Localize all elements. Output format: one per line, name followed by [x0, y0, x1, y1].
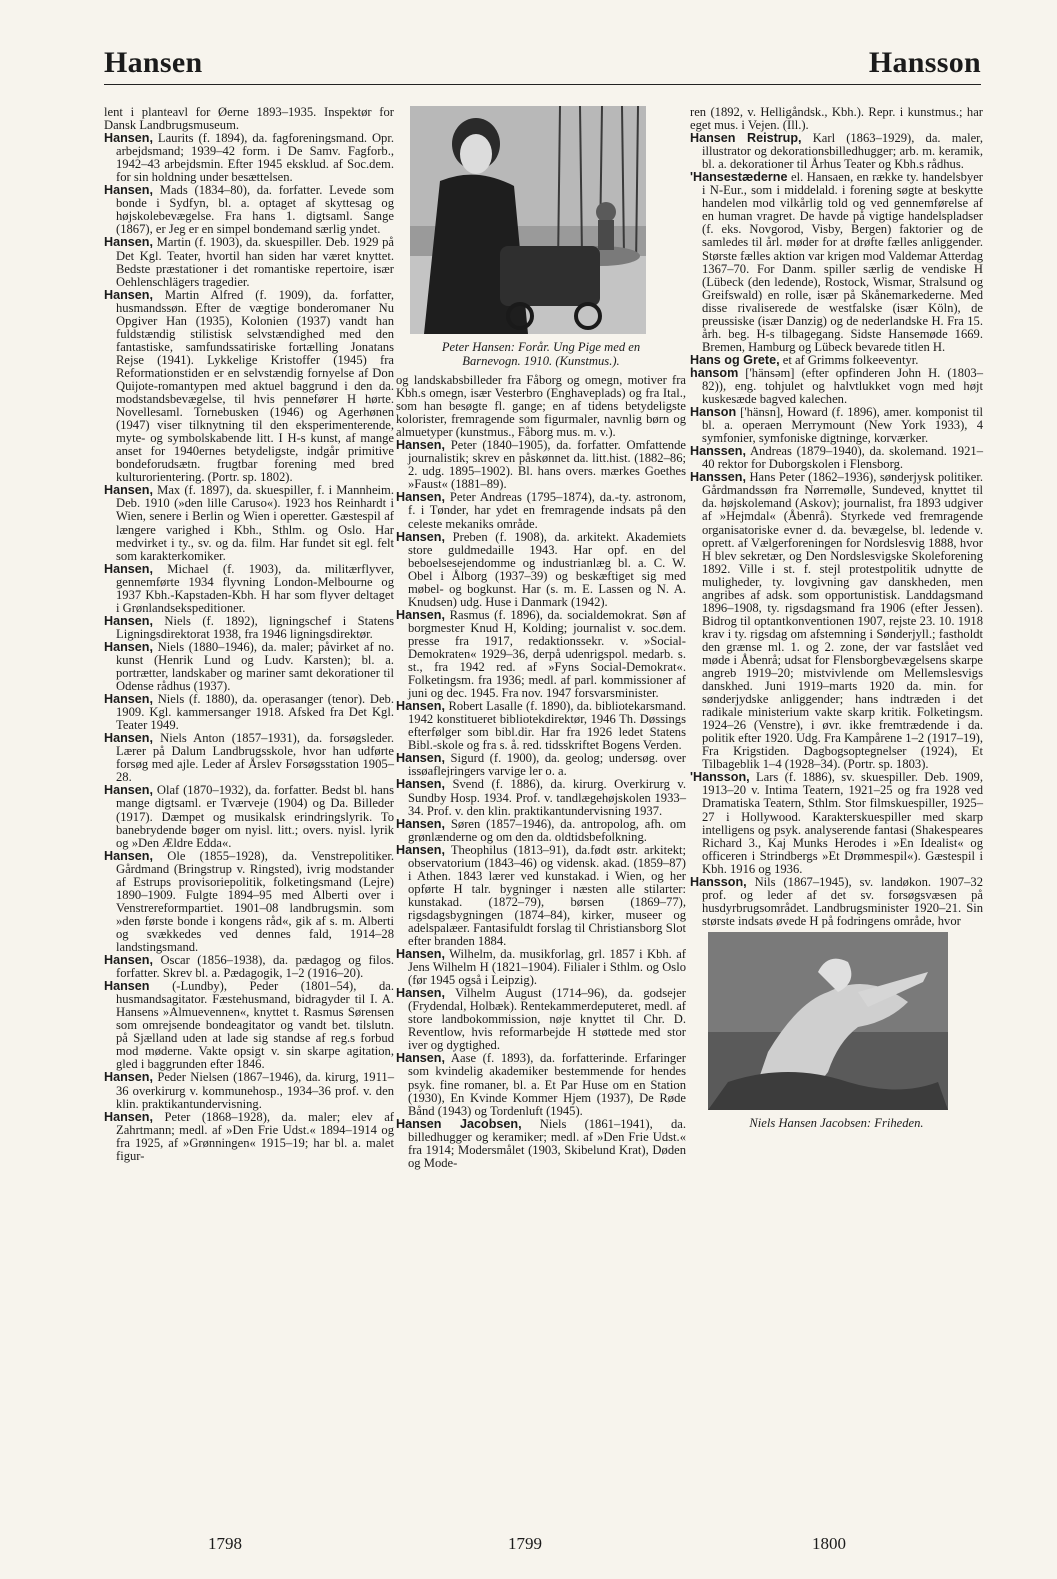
entry-text: (-Lundby), Peder (1801–54), da. husmandsagitator. Fæstehusmand, bidragyder til I. A. Hansens »Almuevennen«, knyttet t. Rasmus Sørensen som omrejsende bondeagitator og vandt bet. tilslutn. på Sjælland uden at lade sig standse af reg.s forbud mod møderne. Vakte opsigt v. sin skarpe agitation, gled i baggrunden efter 1846.: [116, 979, 394, 1072]
column-number-3: 1800: [812, 1534, 846, 1553]
entry-headword: 'Hansson,: [690, 770, 750, 785]
caption-line-1: Peter Hansen: Forår. Ung Pige med en: [441, 340, 641, 354]
dictionary-entry: [104, 106, 394, 132]
entry-headword: Hansen Reistrup,: [690, 131, 802, 146]
entry-headword: Hansen,: [104, 848, 153, 863]
entry-text: Laurits (f. 1894), da. fagforeningsmand. Opr. arbejdsmand; 1939–42 form. i De Samv. Fagforb., 1942–43 arbejdsmin. Efter 1945 eksklud. af Soc.dem. for sin holdning under besættelsen.: [116, 131, 394, 185]
entry-headword: Hansen,: [104, 639, 153, 654]
entry-headword: 'Hansestæderne: [690, 170, 788, 185]
entry-text: Lars (f. 1886), sv. skuespiller. Deb. 1909, 1913–20 v. Intima Teatern, 1921–25 og fra 1928 ved Dramatiska Teatern, Sthlm. Stor filmskuespiller, 1925–27 i Hollywood. Karakterskuespiller med skarp intelligens og psyk. analyserende fantasi (Shakespeares Richard 3., Kaj Munks Herodes i »En Idealist« og officeren i Strindbergs »Et Drømmespil«). Gæstespil i Kbh. 1916 og 1936.: [702, 770, 983, 876]
entry-headword: Hanssen,: [690, 470, 746, 485]
dictionary-entry: [104, 641, 394, 693]
dictionary-entry: [396, 948, 686, 987]
column-1800-entries: [690, 106, 983, 928]
entry-headword: Hansen,: [396, 947, 445, 962]
figure-peter-hansen: [396, 106, 686, 368]
entry-text: og landskabsbilleder fra Fåborg og omegn, motiver fra Kbh.s omegn, især Vesterbro (Enghaveplads) og fra Ital., som han besøgte fl. gange; en af tidens betydeligste kolorister, fremragende som figurmaler, navnlig børn og almuetyper (kunstmus., Fåborg mus. m. v.).: [396, 373, 686, 440]
dictionary-entry: [396, 374, 686, 439]
dictionary-entry: [396, 1118, 686, 1170]
entry-headword: Hansen,: [396, 842, 445, 857]
entry-text: ['hänsəm] (efter opfinderen John H. (1803–82)), eng. tohjulet og halvtlukket vogn med højt kuskesæde bagved kalechen.: [702, 365, 983, 407]
entry-headword: Hansen,: [104, 1070, 153, 1085]
entry-text: Niels (f. 1880), da. operasanger (tenor). Deb. 1909. Kgl. kammersanger 1918. Afsked fra Det Kgl. Teater 1949.: [116, 692, 394, 733]
dictionary-entry: [690, 445, 983, 471]
dictionary-entry: [104, 289, 394, 485]
dictionary-entry: [104, 693, 394, 732]
entry-headword: Hansen,: [396, 529, 445, 544]
dictionary-entry: [104, 184, 394, 236]
column-1800: [690, 106, 983, 1136]
entry-text: Nils (1867–1945), sv. landøkon. 1907–32 prof. og leder af det sv. forsøgsvæsen på husdyrbrugsområdet. Landbrugsminister 1920–21. Sin største indsats øvede H på fodringens område, hvor: [702, 874, 983, 928]
figure-caption-2: Niels Hansen Jacobsen: Friheden.: [749, 1115, 924, 1130]
entry-headword: Hansen,: [104, 483, 153, 498]
entry-text: Martin Alfred (f. 1909), da. forfatter, husmandssøn. Efter de vægtige bonderomaner Nu Opgiver Han (1935), Kolonien (1937) vandt han fuldstændig stilistisk selvstændighed med den fantastiske, samfundssatiriske fortælling Jonatans Rejse (1941). Lykkelige Kristoffer (1945) fra Reformationstiden er en selvstændig fornyelse af Don Quijote-romantypen med aktuel baggrund i den da. modstandsbevægelse, til hvis pennefører H hørte. Novellesaml. Tornebusken (1946) og Agerhønen (1947) viser tilknytning til den eksperimenterende, myte- og symbolskabende litt. I H-s kunst, af mange anset for 1940ernes betydeligste, indgår primitive bondeforudsætn. frugtbar forening med bred kulturorientering. (Portr. sp. 1802).: [116, 287, 394, 485]
painting-image: [410, 106, 646, 334]
entry-text: Andreas (1879–1940), da. skolemand. 1921–40 rektor for Duborgskolen i Flensborg.: [702, 444, 983, 472]
dictionary-entry: [396, 752, 686, 778]
entry-text: lent i planteavl for Øerne 1893–1935. Inspektør for Dansk Landbrugsmuseum.: [104, 105, 394, 133]
entry-text: Peder Nielsen (1867–1946), da. kirurg, 1911–36 overkirurg v. kommunehosp., 1934–36 prof. v. den klin. praktikantundervisning.: [116, 1070, 394, 1111]
dictionary-entry: [396, 700, 686, 752]
entry-text: Svend (f. 1886), da. kirurg. Overkirurg v. Sundby Hosp. 1934. Prof. v. tandlægehøjskolen 1933–34. Prof. v. den klin. praktikantundervisning 1937.: [408, 777, 686, 818]
figure-niels-hansen-jacobsen: [690, 932, 983, 1130]
entry-headword: Hansen,: [396, 699, 445, 714]
dictionary-entry: [396, 1052, 686, 1117]
entry-text: Niels (1880–1946), da. maler; påvirket af no. kunst (Henrik Lund og Ludv. Karsten); bl. a. portrætter, landskaber og mariner samt dekorationer til Odense rådhus (1937).: [116, 639, 394, 694]
dictionary-entry: [690, 406, 983, 445]
entry-headword: Hansen,: [104, 287, 153, 302]
entry-text: Theophilus (1813–91), da.født østr. arkitekt; observatorium (1843–46) og vidensk. akad. (1859–87) i Athen. 1843 lærer ved kunstakad. i Wien, og her opførte H talr. bygninger i næsten alle stilarter: kunstakad. (1872–79), børsen (1869–77), rigsdagsbygningen (1874–84), kirker, museer og adelspalæer. Fantasifuldt forslag til Christiansborg Slot efter branden 1884.: [408, 842, 686, 949]
dictionary-entry: [690, 876, 983, 928]
entry-text: et af Grimms folkeeventyr.: [779, 352, 919, 367]
dictionary-entry: [396, 609, 686, 700]
sculpture-illustration: [708, 932, 948, 1110]
dictionary-entry: [104, 732, 394, 784]
entry-text: Mads (1834–80), da. forfatter. Levede som bonde i Sydfyn, bl. a. optaget af skyttesag og højskolebevægelse. Fra hans 1. digtsaml. Sange (1867), er Jeg er en simpel bondemand særlig yndet.: [116, 183, 394, 237]
entry-headword: Hansen,: [396, 816, 445, 831]
dictionary-entry: [104, 980, 394, 1071]
running-head-left: Hansen: [104, 46, 203, 79]
sculpture-image: [708, 932, 948, 1110]
dictionary-entry: [104, 132, 394, 184]
entry-headword: Hansen,: [104, 235, 153, 250]
entry-headword: Hansen,: [104, 692, 153, 707]
column-1799: [396, 106, 686, 1170]
entry-headword: Hansen,: [104, 561, 153, 576]
dictionary-entry: [690, 106, 983, 132]
entry-headword: Hansen Jacobsen,: [396, 1116, 522, 1131]
entry-text: Niels Anton (1857–1931), da. forsøgsleder. Lærer på Dalum Landbrugsskole, hvor han udførte forsøg med ajle. Leder af Årslev Forsøgsstation 1905–28.: [116, 731, 394, 785]
column-1798: [104, 106, 394, 1163]
column-number-2: 1799: [508, 1534, 542, 1553]
dictionary-entry: [104, 563, 394, 615]
dictionary-entry: [690, 171, 983, 354]
entry-headword: Hansen,: [396, 1051, 445, 1066]
dictionary-entry: [104, 615, 394, 641]
header-rule: [104, 84, 981, 85]
entry-headword: Hansson,: [690, 874, 747, 889]
entry-headword: Hansen,: [396, 751, 445, 766]
dictionary-entry: [396, 987, 686, 1052]
entry-text: Niels (f. 1892), ligningschef i Statens Ligningsdirektorat 1938, fra 1946 ligningsdirektør.: [116, 613, 394, 641]
caption-line-2: Barnevogn. 1910. (Kunstmus.).: [462, 354, 620, 368]
entry-text: Søren (1857–1946), da. antropolog, afh. om grønlænderne og om den da. oldtidsbefolkning.: [408, 816, 686, 844]
entry-headword: Hansen: [104, 979, 150, 994]
entry-text: ren (1892, v. Helligåndsk., Kbh.). Repr. i kunstmus.; har eget mus. i Vejen. (Ill.).: [690, 105, 983, 133]
entry-headword: Hansen,: [396, 986, 445, 1001]
dictionary-entry: [104, 784, 394, 849]
dictionary-entry: [690, 771, 983, 875]
entry-headword: Hansen,: [104, 613, 153, 628]
entry-headword: Hansen,: [396, 490, 445, 505]
entry-text: Peter (1840–1905), da. forfatter. Omfattende journalistik; skrev en påskønnet da. litt.hist. (1882–86; 2. udg. 1895–1902). Bl. hans overs. mærkes Goethes »Faust« (1881–89).: [408, 438, 686, 492]
dictionary-entry: [104, 1071, 394, 1110]
entry-text: Ole (1855–1928), da. Venstrepolitiker. Gårdmand (Bringstrup v. Ringsted), ivrig modstander af Estrups provisoriepolitik, folketingsmand (Lejre) 1890–1909. Fulgte 1894–95 med Alberti over i Venstrereformpartiet. 1901–08 landbrugsmin. som »den første bonde i kongens råd«, gik af s. m. Alberti og svækkedes ved dennes fald, 1914–28 landstingsmand.: [116, 848, 394, 954]
entry-text: Oscar (1856–1938), da. pædagog og filos. forfatter. Skrev bl. a. Pædagogik, 1–2 (1916–20).: [116, 953, 394, 981]
entry-headword: Hansen,: [396, 607, 445, 622]
running-head-right: Hansson: [868, 46, 981, 79]
dictionary-entry: [396, 778, 686, 817]
entry-headword: Hansen,: [104, 1109, 153, 1124]
entry-text: el. Hansaen, en række ty. handelsbyer i N-Eur., som i middelald. i forening søgte at beskytte handelen mod vilkårlig told og ved gennemførelse af en human vragret. De havde på vigtige handelspladser (f. eks. Novgorod, Visby, Bergen) faktorier og de samledes til årl. møder for at drøfte fælles anliggender. Største fælles aktion var krigen mod Valdemar Atterdag 1367–70. For Danm. spiller særlig de vendiske H (Lübeck (den ledende), Rostock, Wismar, Stralsund og Greifswald) en rolle, især på Skånemarkederne. Med disse rivaliserede de westfalske (især Köln), de preussiske (især Danzig) og de nederlandske H. Fra 15. årh. beg. H-s tilbagegang. Sidste Hansemøde 1669. Bremen, Hamburg og Lübeck bevarede titlen H.: [702, 170, 983, 354]
entry-text: Michael (f. 1903), da. militærflyver, gennemførte 1934 flyvning London-Melbourne og 1937 Kbh.-Kapstaden-Kbh. H har som flyver deltaget i Grønlandsekspeditioner.: [116, 561, 394, 615]
dictionary-entry: [396, 531, 686, 609]
entry-text: Sigurd (f. 1900), da. geolog; undersøg. over issøaflejringers varvige ler o. a.: [408, 751, 686, 779]
column-1799-entries: [396, 374, 686, 1170]
entry-text: Olaf (1870–1932), da. forfatter. Bedst bl. hans mange digtsaml. er Tværveje (1904) og Da. Billeder (1917). Dæmpet og musikalsk erindringslyrik. To banebrydende bøger om nyisl. litt.; overs. nyisl. lyrik og »Den Ældre Edda«.: [116, 783, 394, 850]
entry-text: Hans Peter (1862–1936), sønderjysk politiker. Gårdmandssøn fra Nørremølle, Sundeved, knyttet til da. højskolemand (Askov); journalist, fra 1893 udgiver af »Hejmdal« (Åbenrå). Styrkede ved fremragende organisatoriske evner d. da. bevægelse, bl. ledende v. oprett. af Vælgerforeningen for Nordslesvig 1888, hvor H blev sekretær, og Den Nordslesvigske Skoleforening 1892. Ville i st. f. stejl protestpolitik udnytte de muligheder, ty. lovgivning gav danskheden, men angribes af adsk. som opportunistisk. Landdagsmand 1896–1908, ty. rigsdagsmand fra 1906 (efter Jessen). Bidrog til optantkonventionen 1907, rejste 23. 10. 1918 krav i ty. rigsdag om afstemning i Sønderjyll.; fastholdt den grænse ml. 1. og 2. zone, der var fastslået ved møde i Åbenrå; udsat for Flensborgbevægelsens skarpe angreb 1919–20; mistvivlende om Mellemslesvigs danskhed. Juni 1919–marts 1920 da. min. for sønderjydske anliggender; hans indtræden i det radikale ministerium vakte skarp kritik. Folketingsm. 1924–26 (Venstre), i øvr. ikke fremtrædende i da. politik efter 1920. Udg. Fra Kampårene 1–2 (1917–19), Fra Krigstiden. Dagbogsoptegnelser (1924), Et Tilbageblik 1–4 (1928–34). (Portr. sp. 1803).: [702, 470, 983, 772]
dictionary-entry: [690, 367, 983, 406]
entry-text: Niels (1861–1941), da. billedhugger og keramiker; medl. af »Den Frie Udst.« fra 1914; Modersmålet (1903, Skibelund Krat), Døden og Mode-: [408, 1116, 686, 1170]
entry-headword: Hansen,: [104, 183, 153, 198]
entry-headword: Hansen,: [104, 731, 153, 746]
figure-caption-1: [396, 340, 686, 368]
entry-text: Peter (1868–1928), da. maler; elev af Zahrtmann; medl. af »Den Frie Udst.« 1894–1914 og fra 1925, af »Grønningen« 1915–19; har bl. a. malet figur-: [116, 1109, 394, 1163]
dictionary-entry: [104, 850, 394, 954]
dictionary-entry: [690, 132, 983, 171]
entry-headword: Hanssen,: [690, 444, 746, 459]
entry-text: Robert Lasalle (f. 1890), da. bibliotekarsmand. 1942 konstitueret bibliotekdirektør, 1946 Th. Døssings efterfølger som bibl.dir. Har fra 1926 ledet Statens Bibl.-skole og fra s. å. red. tidsskriftet Bogens Verden.: [408, 699, 686, 753]
entry-headword: hansom: [690, 365, 739, 380]
entry-text: Max (f. 1897), da. skuespiller, f. i Mannheim. Deb. 1910 (»den lille Caruso«). 1923 hos Reinhardt i Wien, senere i Berlin og Wien i operetter. Gæstespil af længere varighed i Kbh., Sthlm. og Oslo. Har medvirket i ty., sv. og da. film. Har fundet sit egl. felt som karakterkomiker.: [116, 483, 394, 563]
entry-text: Martin (f. 1903), da. skuespiller. Deb. 1929 på Det Kgl. Teater, hvortil han siden har været knyttet. Bedste præstationer i det romantiske repertoire, især Oehlenschlägers tragedier.: [116, 235, 394, 289]
entry-text: Preben (f. 1908), da. arkitekt. Akademiets store guldmedaille 1943. Har opf. en del beboelsesejendomme og industrianlæg bl. a. C. W. Obel i Ålborg (1937–39) og beskæftiget sig med møbel- og bogkunst. Har (s. m. E. Lassen og N. A. Knudsen) udg. Huse i Danmark (1942).: [408, 529, 686, 609]
dictionary-entry: [690, 471, 983, 771]
entry-headword: Hanson: [690, 405, 737, 420]
dictionary-entry: [104, 954, 394, 980]
dictionary-entry: [104, 1111, 394, 1163]
entry-headword: Hansen,: [104, 953, 153, 968]
dictionary-entry: [104, 484, 394, 562]
dictionary-entry: [396, 844, 686, 948]
dictionary-entry: [396, 491, 686, 530]
entry-text: Karl (1863–1929), da. maler, illustrator og dekorationsbilledhugger; arb. m. keramik, bl. a. dekorationer til Århus Teater og Kbh.s rådhus.: [702, 131, 984, 172]
entry-headword: Hans og Grete,: [690, 352, 780, 367]
entry-text: Aase (f. 1893), da. forfatterinde. Erfaringer som kvindelig akademiker bestemmende for hendes psyk. fine romaner, bl. a. Et Par Huse om en Station (1930), En Kvinde Kommer Hjem (1937), De Røde Bånd (1943) og Tordenluft (1945).: [408, 1051, 686, 1118]
painting-illustration: [410, 106, 646, 334]
entry-text: Rasmus (f. 1896), da. socialdemokrat. Søn af borgmester Knud H, Kolding; journalist v. soc.dem. presse fra 1917, redaktionssekr. v. »Social-Demokraten« 1929–36, derpå udenrigspol. medarb. s. st., fra 1942 red. af »Fyns Social-Demokrat«. Folketingsm. fra 1936; medl. af parl. kommissioner af juni og dec. 1945. Fra nov. 1947 forsvarsminister.: [408, 607, 686, 701]
entry-text: ['hänsn], Howard (f. 1896), amer. komponist til bl. a. operaen Merrymount (New York 1933), 4 symfonier, symfoniske digtninge, korværker.: [702, 405, 983, 446]
dictionary-entry: [104, 236, 394, 288]
dictionary-entry: [396, 439, 686, 491]
dictionary-entry: [396, 818, 686, 844]
column-number-1: 1798: [208, 1534, 242, 1553]
entry-headword: Hansen,: [104, 783, 153, 798]
entry-text: Peter Andreas (1795–1874), da.-ty. astronom, f. i Tønder, har ydet en fremragende indsats på den celeste mekaniks område.: [408, 490, 686, 531]
entry-headword: Hansen,: [104, 131, 153, 146]
entry-headword: Hansen,: [396, 777, 445, 792]
entry-headword: Hansen,: [396, 438, 445, 453]
entry-text: Vilhelm August (1714–96), da. godsejer (Frydendal, Holbæk). Rentekammerdeputeret, medl. af store landbokommission, nøje knyttet til Chr. D. Reventlow, hvis reformarbejde H støttede med stor iver og dygtighed.: [408, 986, 686, 1053]
entry-text: Wilhelm, da. musikforlag, grl. 1857 i Kbh. af Jens Wilhelm H (1821–1904). Filialer i Sthlm. og Oslo (før 1945 også i Leipzig).: [408, 947, 686, 988]
